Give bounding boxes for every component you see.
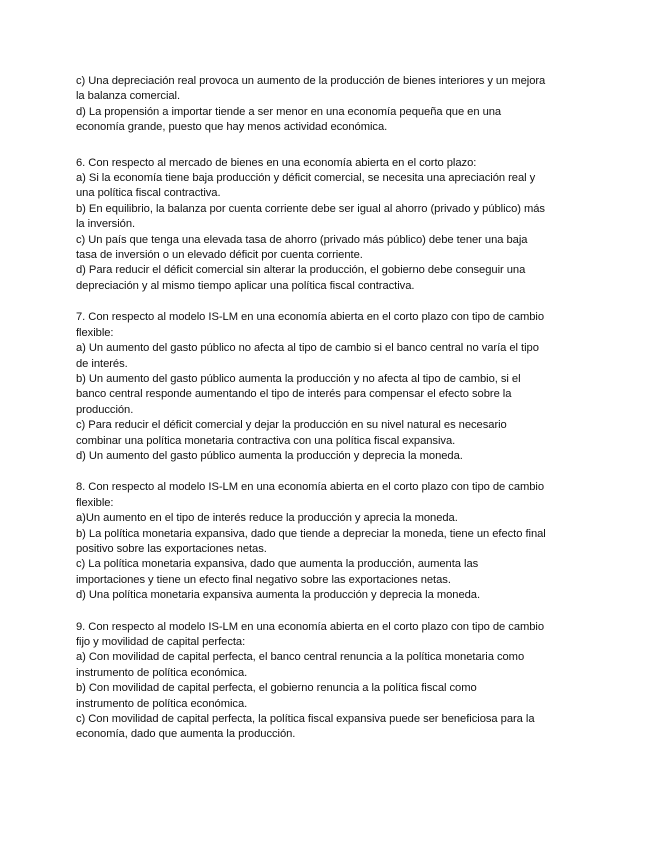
question-block-q7 — [76, 310, 585, 464]
question-heading-line: 6. Con respecto al mercado de bienes en una economía abierta en el corto plazo: — [76, 156, 477, 169]
text-line: economía, dado que aumenta la producción. — [76, 728, 296, 741]
question-heading-line: 7. Con respecto al modelo IS-LM en una economía abierta en el corto plazo con tipo de cambio — [76, 311, 545, 324]
text-line: banco central responde aumentando el tipo de interés para compensar el efecto sobre la — [76, 388, 512, 401]
question-heading-line: c) Una depreciación real provoca un aumento de la producción de bienes interiores y un mejora — [76, 75, 546, 87]
text-line: producción. — [76, 403, 134, 416]
text-line: a) Un aumento del gasto público no afecta al tipo de cambio si el banco central no varía el tipo — [76, 342, 539, 355]
question-heading-line: 8. Con respecto al modelo IS-LM en una economía abierta en el corto plazo con tipo de cambio — [76, 481, 545, 494]
text-line: a) Si la economía tiene baja producción y déficit comercial, se necesita una apreciación real y — [76, 172, 536, 185]
text-line: de interés. — [76, 357, 128, 370]
text-line: flexible: — [76, 326, 114, 339]
text-line: importaciones y tiene un efecto final negativo sobre las exportaciones netas. — [76, 573, 451, 586]
text-line: d) Una política monetaria expansiva aumenta la producción y deprecia la moneda. — [76, 589, 481, 602]
text-line: b) La política monetaria expansiva, dado que tiende a depreciar la moneda, tiene un efecto final — [76, 527, 546, 540]
text-line: c) Un país que tenga una elevada tasa de ahorro (privado más público) debe tener una baja — [76, 233, 528, 246]
text-line: economía grande, puesto que hay menos actividad económica. — [76, 121, 388, 134]
text-line: d) La propensión a importar tiende a ser menor en una economía pequeña que en una — [76, 105, 502, 118]
text-line: tasa de inversión o un elevado déficit por cuenta corriente. — [76, 249, 363, 262]
text-line: d) Para reducir el déficit comercial sin alterar la producción, el gobierno debe conseguir una — [76, 264, 526, 277]
text-line: fijo y movilidad de capital perfecta: — [76, 636, 246, 648]
text-line: b) Un aumento del gasto público aumenta la producción y no afecta al tipo de cambio, si el — [76, 372, 521, 385]
question-block-q5-continuation — [76, 74, 585, 136]
text-line: a) Con movilidad de capital perfecta, el banco central renuncia a la política monetaria como — [76, 651, 525, 664]
text-line: una política fiscal contractiva. — [76, 187, 221, 200]
text-line: la inversión. — [76, 218, 136, 231]
question-block-q8 — [76, 480, 585, 603]
text-line: combinar una política monetaria contractiva con una política fiscal expansiva. — [76, 434, 456, 447]
text-line: c) Con movilidad de capital perfecta, la política fiscal expansiva puede ser beneficiosa para la — [76, 713, 535, 726]
text-line: c) La política monetaria expansiva, dado que aumenta la producción, aumenta las — [76, 558, 479, 571]
text-line: b) Con movilidad de capital perfecta, el gobierno renuncia a la política fiscal como — [76, 682, 477, 695]
text-line: depreciación y al mismo tiempo aplicar una política fiscal contractiva. — [76, 279, 415, 292]
text-line: instrumento de política económica. — [76, 697, 248, 710]
text-line: la balanza comercial. — [76, 90, 181, 103]
text-line: instrumento de política económica. — [76, 666, 248, 679]
question-block-q6 — [76, 156, 585, 295]
text-line: flexible: — [76, 496, 114, 509]
question-heading-line: 9. Con respecto al modelo IS-LM en una economía abierta en el corto plazo con tipo de cambio — [76, 620, 545, 633]
text-line: b) En equilibrio, la balanza por cuenta corriente debe ser igual al ahorro (privado y público) más — [76, 202, 545, 215]
question-block-q9 — [76, 620, 585, 743]
text-line: a)Un aumento en el tipo de interés reduce la producción y aprecia la moneda. — [76, 512, 458, 525]
text-line: positivo sobre las exportaciones netas. — [76, 542, 267, 555]
text-line: c) Para reducir el déficit comercial y dejar la producción en su nivel natural es necesario — [76, 419, 507, 432]
text-line: d) Un aumento del gasto público aumenta la producción y deprecia la moneda. — [76, 449, 463, 462]
